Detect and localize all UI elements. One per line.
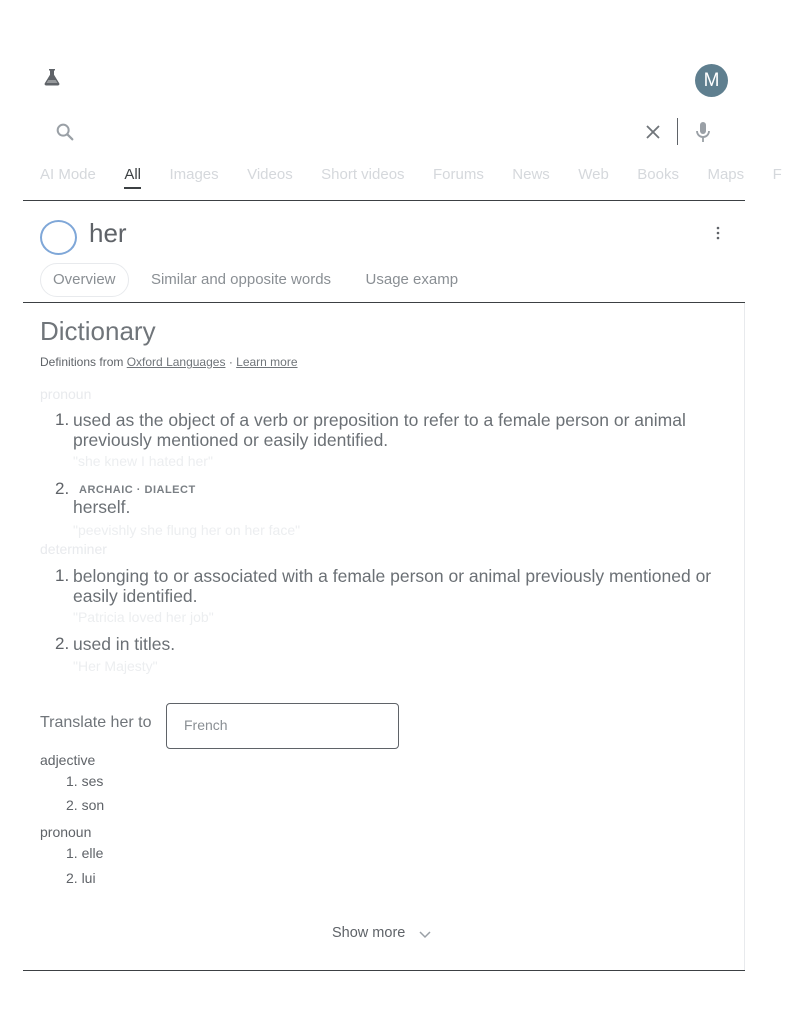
more-vert-icon[interactable] <box>713 225 723 241</box>
definition-example: "Patricia loved her job" <box>73 609 214 625</box>
definition-text: belonging to or associated with a female person or animal previously mentioned or easily identified. <box>73 566 712 606</box>
oxford-languages-link[interactable]: Oxford Languages <box>126 355 226 369</box>
word-icon <box>40 220 77 255</box>
tab-ai-mode[interactable]: AI Mode <box>40 166 96 183</box>
tab-books[interactable]: Books <box>637 166 679 183</box>
definition-text: used in titles. <box>73 634 176 654</box>
definition-text: used as the object of a verb or preposition to refer to a female person or animal previously mentioned or easily identified. <box>73 410 686 450</box>
tab-videos[interactable]: Videos <box>247 166 293 183</box>
tab-more[interactable]: F <box>772 166 782 183</box>
usage-label: ARCHAIC · DIALECT <box>79 484 196 496</box>
card-bottom-divider <box>23 970 745 971</box>
translation-item: 2. son <box>66 797 105 813</box>
definition-number: 2. <box>55 479 70 498</box>
source-prefix: Definitions from <box>40 355 124 369</box>
definition-number: 1. <box>55 410 70 429</box>
subtabs-divider <box>23 302 745 303</box>
language-select[interactable]: French <box>166 703 399 749</box>
close-icon[interactable] <box>643 122 663 142</box>
translation-pos: pronoun <box>40 824 92 840</box>
tab-forums[interactable]: Forums <box>433 166 484 183</box>
source-separator: · <box>228 355 233 369</box>
translation-item: 1. elle <box>66 845 104 861</box>
show-more-button[interactable]: Show more <box>332 925 406 941</box>
search-tabs <box>40 163 782 189</box>
tab-images[interactable]: Images <box>169 166 219 183</box>
definition-example: "peevishly she flung her on her face" <box>73 522 301 538</box>
translate-label: Translate her to <box>40 714 152 731</box>
definition-example: "she knew I hated her" <box>73 453 213 469</box>
definition-number: 2. <box>55 634 70 653</box>
tabs-divider <box>23 200 745 201</box>
dictionary-source <box>40 355 298 369</box>
tab-all[interactable]: All <box>124 163 141 189</box>
translation-item: 2. lui <box>66 870 96 886</box>
dictionary-heading: Dictionary <box>40 316 156 346</box>
search-icon[interactable] <box>54 121 76 143</box>
microphone-icon[interactable] <box>694 120 712 144</box>
learn-more-link[interactable]: Learn more <box>236 355 298 369</box>
search-input[interactable] <box>90 118 620 146</box>
tab-web[interactable]: Web <box>578 166 609 183</box>
translation-pos: adjective <box>40 752 96 768</box>
definition-example: "Her Majesty" <box>73 658 158 674</box>
subtab-similar-opposite[interactable]: Similar and opposite words <box>150 271 332 288</box>
definition-number: 1. <box>55 566 70 585</box>
subtab-overview[interactable]: Overview <box>40 263 129 297</box>
tab-news[interactable]: News <box>512 166 550 183</box>
tab-short-videos[interactable]: Short videos <box>321 166 405 183</box>
translation-item: 1. ses <box>66 773 104 789</box>
tab-maps[interactable]: Maps <box>707 166 745 183</box>
search-bar <box>40 112 730 152</box>
avatar[interactable]: M <box>695 64 728 97</box>
flask-icon[interactable] <box>40 66 64 90</box>
part-of-speech: pronoun <box>40 386 92 402</box>
word-subtabs <box>40 263 459 297</box>
definition-text: herself. <box>73 497 131 517</box>
chevron-down-icon[interactable] <box>418 930 432 940</box>
subtab-usage-examples[interactable]: Usage examp <box>365 271 459 288</box>
search-divider <box>677 118 678 145</box>
word-title: her <box>89 218 127 248</box>
card-right-border <box>744 303 745 971</box>
part-of-speech: determiner <box>40 541 107 557</box>
